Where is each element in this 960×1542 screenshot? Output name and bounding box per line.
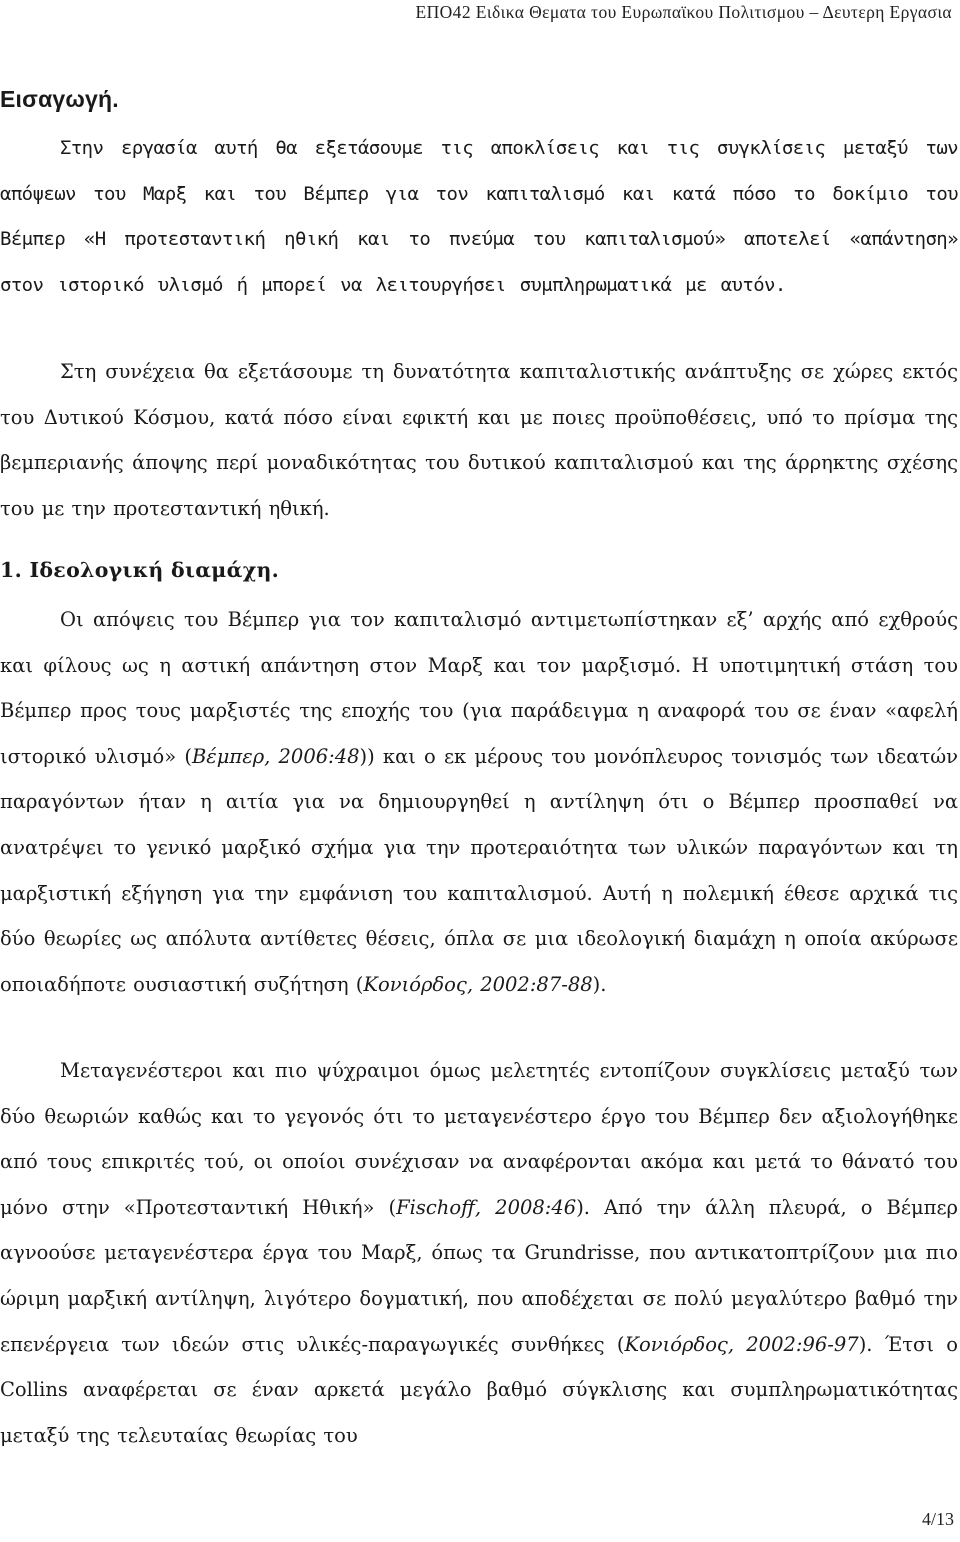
running-header: ΕΠΟ42 Ειδικα Θεματα του Ευρωπαϊκου Πολιτισμου – Δευτερη Εργασια [415, 2, 952, 22]
section-paragraph-1-text-a: Οι απόψεις του Βέμπερ για τον καπιταλισμό αντιμετωπίστηκαν εξ’ αρχής από εχθρούς και φίλους ως η αστική απάντηση στον Μαρξ και τον μαρξισμό. Η υποτιμητική στάση του Βέμπερ προς τους μαρξιστές της εποχής του (για παράδειγμα η αναφορά του σε έναν «αφελή ιστορικό υλισμό» ( [0, 608, 958, 768]
introduction-paragraph-1: Στην εργασία αυτή θα εξετάσουμε τις αποκλίσεις και τις συγκλίσεις μεταξύ των απόψεων του Μαρξ και του Βέμπερ για τον καπιταλισμό και κατά πόσο το δοκίμιο του Βέμπερ «Η προτεσταντική ηθική και το πνεύμα του καπιταλισμού» αποτελεί «απάντηση» στον ιστορικό υλισμό ή μπορεί να λειτουργήσει συμπληρωματικά με αυτόν. [0, 137, 958, 296]
section-paragraph-2-text-b: ). Από την άλλη πλευρά, ο Βέμπερ αγνοούσε μεταγενέστερα έργα του Μαρξ, όπως τα Grundrisse, που αντικατοπτρίζουν μια πιο ώριμη μαρξική αντίληψη, λιγότερο δογματική, που αποδέχεται σε πολύ μεγαλύτερο βαθμό την επενέργεια των ιδεών στις υλικές-παραγωγικές συνθήκες ( [0, 1195, 959, 1356]
citation-koniordos-2002-a: Κονιόρδος, 2002:87-88 [363, 972, 593, 996]
section-paragraph-2 [0, 1048, 958, 1458]
introduction-heading: Εισαγωγή. [0, 86, 119, 112]
section-paragraph-2-text-a: Μεταγενέστεροι και πιο ψύχραιμοι όμως μελετητές εντοπίζουν συγκλίσεις μεταξύ των δύο θεωριών καθώς και το γεγονός ότι το μεταγενέστερο έργο του Βέμπερ δεν αξιολογήθηκε από τους επικριτές τού, οι οποίοι συνέχισαν να αναφέρονται ακόμα και μετά το θάνατό του μόνο στην «Προτεσταντική Ηθική» ( [0, 1059, 958, 1219]
page-number: 4/13 [921, 1509, 954, 1529]
section-paragraph-1-text-c: ). [592, 972, 607, 996]
citation-fischoff-2008: Fischoff, 2008:46 [396, 1195, 577, 1219]
section-heading: 1. Ιδεολογική διαμάχη. [0, 558, 280, 582]
section-paragraph-1 [0, 597, 958, 1007]
section-paragraph-2-text-c: ). Έτσι ο Collins αναφέρεται σε έναν αρκετά μεγάλο βαθμό σύγκλισης και συμπληρωματικότητας μεταξύ της τελευταίας θεωρίας του [0, 1332, 958, 1447]
citation-koniordos-2002-b: Κονιόρδος, 2002:96-97 [624, 1332, 859, 1356]
introduction-paragraph-2: Στη συνέχεια θα εξετάσουμε τη δυνατότητα καπιταλιστικής ανάπτυξης σε χώρες εκτός του Δυτικού Κόσμου, κατά πόσο είναι εφικτή και με ποιες προϋποθέσεις, υπό το πρίσμα της βεμπεριανής άποψης περί μοναδικότητας του δυτικού καπιταλισμού και της άρρηκτης σχέσης του με την προτεσταντική ηθική. [0, 360, 958, 520]
section-paragraph-1-text-b: )) και ο εκ μέρους του μονόπλευρος τονισμός των ιδεατών παραγόντων ήταν η αιτία για να δημιουργηθεί η αντίληψη ότι ο Βέμπερ προσπαθεί να ανατρέψει το γενικό μαρξικό σχήμα για την προτεραιότητα των υλικών παραγόντων και τη μαρξιστική εξήγηση για την εμφάνιση του καπιταλισμού. Αυτή η πολεμική έθεσε αρχικά τις δύο θεωρίες ως απόλυτα αντίθετες θέσεις, όπλα σε μια ιδεολογική διαμάχη η οποία ακύρωσε οποιαδήποτε ουσιαστική συζήτηση ( [0, 744, 958, 996]
citation-weber-2006: Βέμπερ, 2006:48 [191, 744, 360, 768]
